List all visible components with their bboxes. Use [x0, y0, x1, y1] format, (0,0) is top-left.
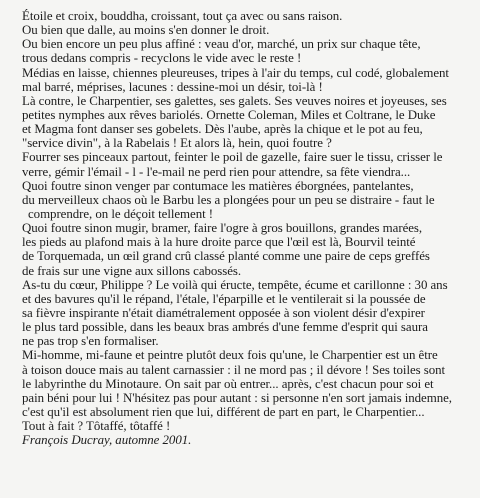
text-line: de frais sur une vigne aux sillons cabossés. [22, 263, 242, 278]
text-line: petites nymphes aux rêves bariolés. Ornette Coleman, Miles et Coltrane, le Duke [22, 107, 436, 122]
text-line: "service divin", à la Rabelais ! Et alors là, hein, quoi foutre ? [22, 136, 332, 151]
text-line: et des bavures qu'il le répand, l'étale, l'éparpille et le ventilerait si la poussée de [22, 291, 426, 306]
text-line: ne pas trop s'en formaliser. [22, 334, 159, 349]
text-line: de Torquemada, un œil grand crû classé planté comme une paire de ceps greffés [22, 249, 430, 264]
text-line: sa fièvre inspirante n'était diamétralement opposée à son violent désir d'expirer [22, 305, 425, 320]
text-line: à toison douce mais au talent carnassier : il ne mord pas ; il dévore ! Ses toiles sont [22, 362, 446, 377]
text-line: Étoile et croix, bouddha, croissant, tout ça avec ou sans raison. [22, 9, 343, 23]
text-line: Médias en laisse, chiennes pleureuses, tripes à l'air du temps, cul codé, globalement [22, 65, 449, 80]
text-line: mal barré, méprises, lacunes : dessine-moi un désir, toi-là ! [22, 79, 323, 94]
text-line: Mi-homme, mi-faune et peintre plutôt deux fois qu'une, le Charpentier est un être [22, 348, 438, 363]
text-line: Ou bien encore un peu plus affiné : veau d'or, marché, un prix sur chaque tête, [22, 37, 421, 52]
signature: François Ducray, automne 2001. [22, 433, 192, 448]
text-line: pain béni pour lui ! N'hésitez pas pour autant : si personne n'en sort jamais indemne, [22, 390, 452, 405]
text-line: Quoi foutre sinon mugir, bramer, faire l'ogre à gros bouillons, grandes marées, [22, 221, 423, 236]
text-line: les pieds au plafond mais à la hure droite parce que l'œil est là, Bourvil teinté [22, 235, 416, 250]
text-line: As-tu du cœur, Philippe ? Le voilà qui éructe, tempête, écume et carillonne : 30 ans [22, 277, 448, 292]
text-line: du merveilleux chaos où le Barbu les a plongées pour un peu se distraire - faut le [22, 192, 435, 207]
text-line: Fourrer ses pinceaux partout, feinter le poil de gazelle, faire suer le tissu, crisser le [22, 150, 443, 165]
text-line: le labyrinthe du Minotaure. On sait par où entrer... après, c'est chacun pour soi et [22, 376, 434, 391]
text-line: Ou bien que dalle, au moins s'en donner le droit. [22, 23, 270, 38]
text-line: Quoi foutre sinon venger par contumace les matières éborgnées, pantelantes, [22, 178, 414, 193]
text-line: le plus tard possible, dans les beaux bras ambrés d'une femme d'esprit qui saura [22, 320, 428, 335]
text-line: Là contre, le Charpentier, ses galettes, ses galets. Ses veuves noires et joyeuses, ses [22, 93, 447, 108]
text-line: verre, gémir l'émail - l - l'e-mail ne perd rien pour attendre, sa fête viendra... [22, 164, 411, 179]
text-line: trous dedans compris - recyclons le vide avec le reste ! [22, 51, 302, 66]
text-line: c'est qu'il est absolument rien que lui, différent de part en part, le Charpentier... [22, 404, 425, 419]
text-line: comprendre, on le déçoit tellement ! [28, 206, 214, 221]
poem-text [22, 9, 472, 447]
text-line: et Magma font danser ses gobelets. Dès l'aube, après la chique et le pot au feu, [22, 122, 423, 137]
text-line: Tout à fait ? Tôtaffé, tôtaffé ! [22, 419, 171, 434]
